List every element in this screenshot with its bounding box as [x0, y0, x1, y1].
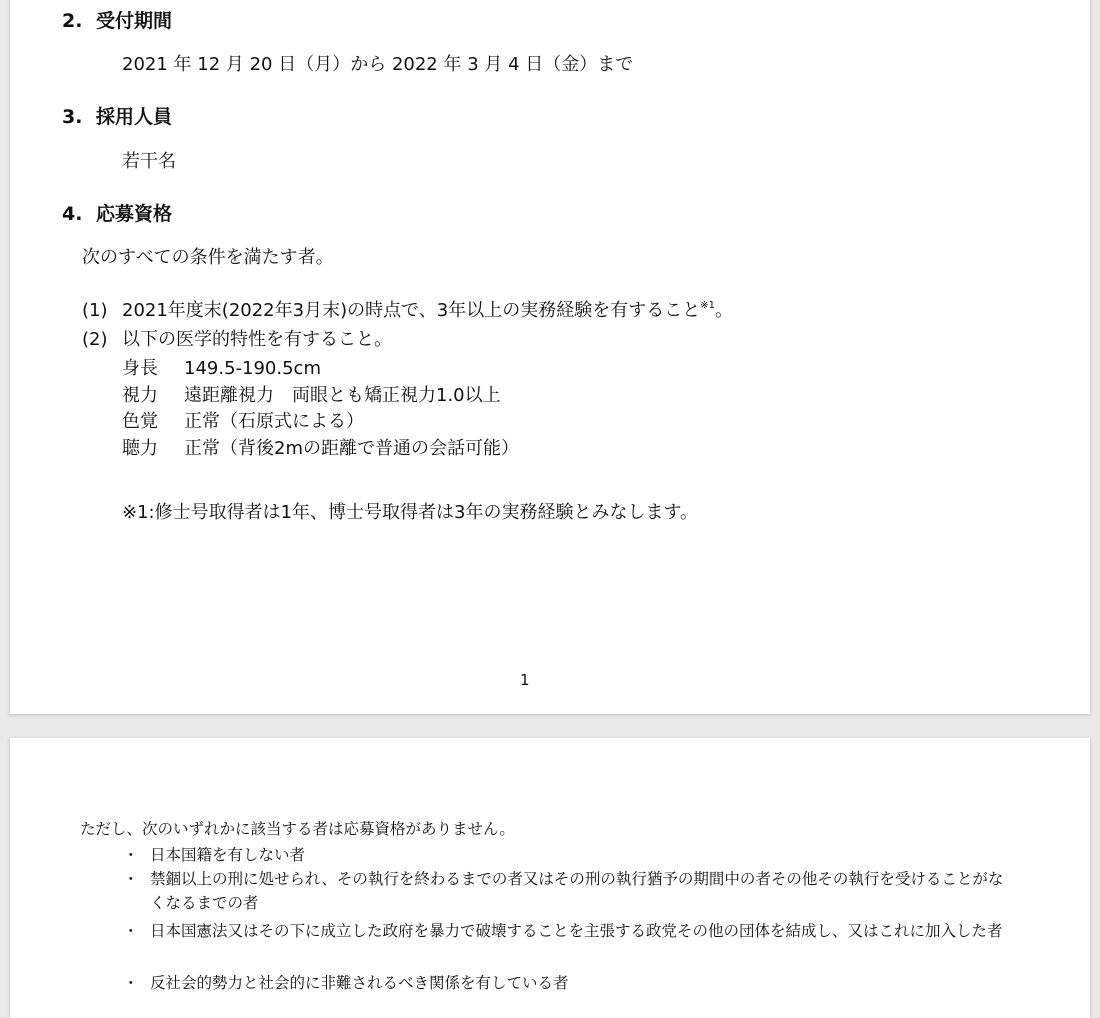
section-heading-4 — [62, 201, 172, 227]
item-tail: 。 — [714, 300, 733, 321]
document-page-2 — [10, 738, 1090, 1018]
spec-label: 色覚 — [122, 411, 158, 432]
spec-color-vision — [122, 409, 364, 435]
page-number: 1 — [520, 671, 530, 689]
section-title: 採用人員 — [96, 106, 173, 128]
spec-height — [122, 356, 321, 382]
section-heading-3 — [62, 104, 172, 130]
disqualification-intro: ただし、次のいずれかに該当する者は応募資格がありません。 — [80, 820, 515, 838]
spec-label: 聴力 — [122, 438, 158, 459]
recruitment-number-text: 若干名 — [122, 151, 176, 172]
section-number: 2. — [62, 10, 83, 32]
footnote-reference: ※1 — [700, 300, 715, 311]
application-period-text: 2021 年 12 月 20 日（月）から 2022 年 3 月 4 日（金）まで — [122, 54, 634, 75]
bullet-text: 禁錮以上の刑に処せられ、その執行を終わるまでの者又はその刑の執行猶予の期間中の者その他その執行を受けることがなくなるまでの者 — [150, 870, 1004, 912]
bullet-text: 日本国籍を有しない者 — [150, 846, 306, 864]
item-text: 2021年度末(2022年3月末)の時点で、3年以上の実務経験を有すること — [122, 300, 701, 321]
footnote-text: ※1:修士号取得者は1年、博士号取得者は3年の実務経験とみなします。 — [122, 502, 699, 523]
section-number: 4. — [62, 203, 83, 225]
qualification-item-1 — [82, 298, 733, 324]
spec-label: 視力 — [122, 385, 158, 406]
spec-value: 149.5‐190.5cm — [184, 358, 321, 379]
item-marker: (1) — [82, 300, 108, 321]
qualification-intro-text: 次のすべての条件を満たす者。 — [82, 247, 334, 268]
qualification-item-2 — [82, 327, 392, 353]
bullet-marker: ・ — [123, 870, 139, 888]
spec-label: 身長 — [122, 358, 158, 379]
spec-value: 遠距離視力 両眼とも矯正視力1.0以上 — [184, 385, 501, 406]
item-marker: (2) — [82, 329, 108, 350]
bullet-marker: ・ — [123, 974, 139, 992]
section-title: 受付期間 — [96, 10, 173, 32]
spec-hearing — [122, 436, 519, 462]
bullet-marker: ・ — [123, 922, 139, 940]
section-heading-2 — [62, 8, 172, 34]
bullet-marker: ・ — [123, 846, 139, 864]
spec-value: 正常（石原式による） — [184, 411, 364, 432]
bullet-text: 反社会的勢力と社会的に非難されるべき関係を有している者 — [150, 974, 569, 992]
spec-value: 正常（背後2mの距離で普通の会話可能） — [184, 438, 519, 459]
section-number: 3. — [62, 106, 83, 128]
spec-vision — [122, 383, 501, 409]
section-title: 応募資格 — [96, 203, 173, 225]
item-text: 以下の医学的特性を有すること。 — [122, 329, 392, 350]
bullet-text: 日本国憲法又はその下に成立した政府を暴力で破壊することを主張する政党その他の団体を結成し、又はこれに加入した者 — [150, 922, 1003, 940]
document-page-1 — [10, 0, 1090, 714]
